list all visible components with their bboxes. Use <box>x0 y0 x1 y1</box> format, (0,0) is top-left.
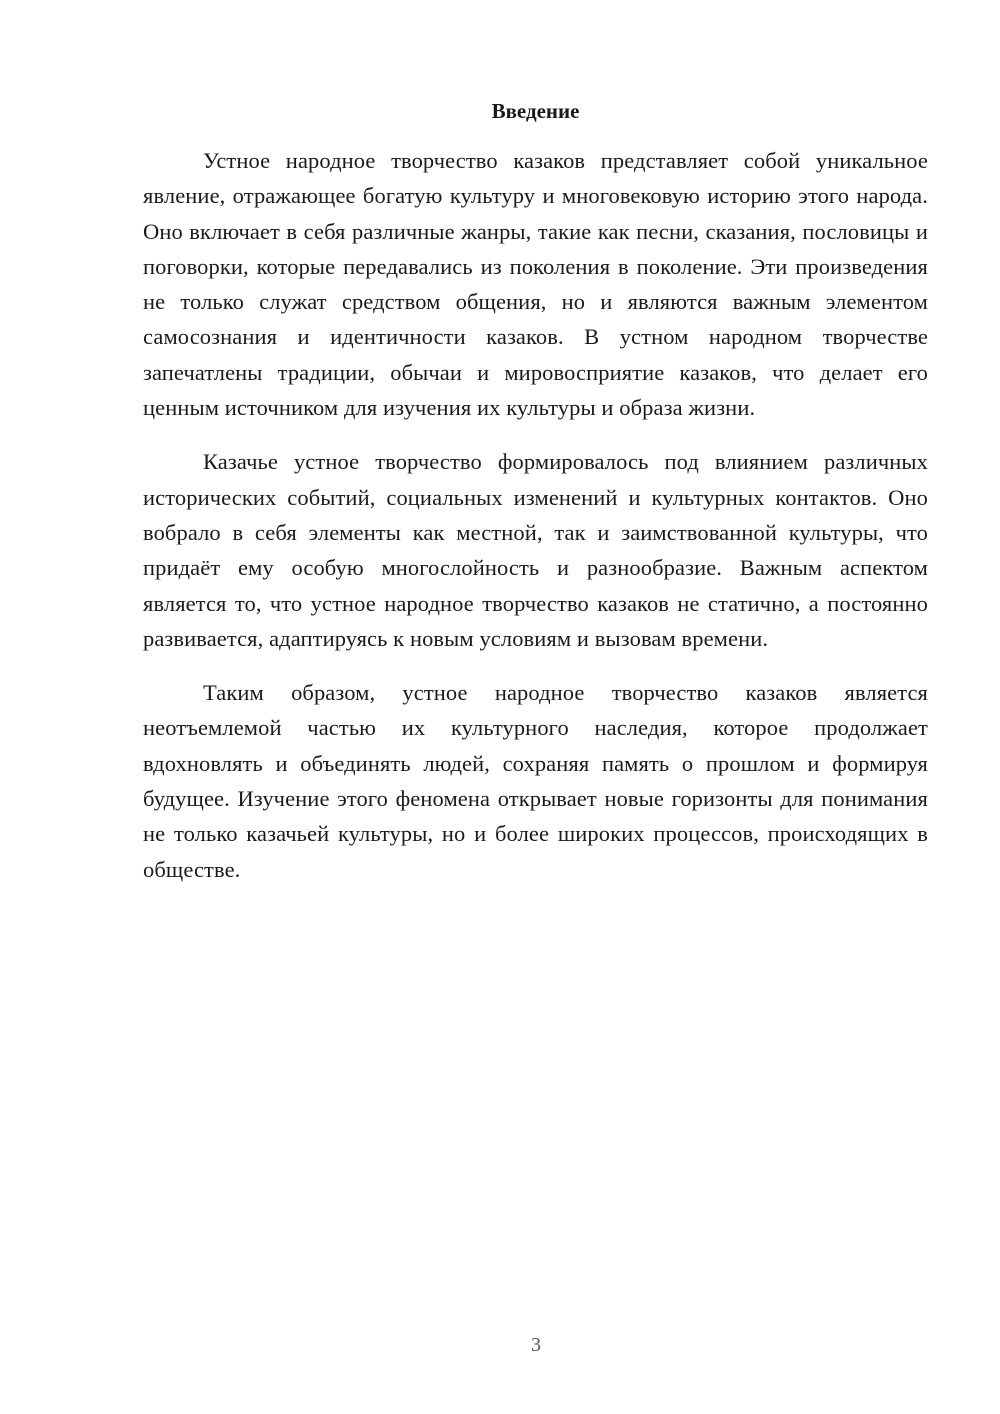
paragraph-2: Казачье устное творчество формировалось под влиянием различных исторических событий, социальных изменений и культурных контактов. Оно вобрало в себя элементы как местной, так и заимствованной культуры, что придаёт ему особую многослойность и разнообразие. Важным аспектом является то, что устное народное творчество казаков не статично, а постоянно развивается, адаптируясь к новым условиям и вызовам времени. <box>143 449 928 651</box>
page-number: 3 <box>531 1334 541 1356</box>
paragraph-3: Таким образом, устное народное творчество казаков является неотъемлемой частью их культурного наследия, которое продолжает вдохновлять и объединять людей, сохраняя память о прошлом и формируя будущее. Изучение этого феномена открывает новые горизонты для понимания не только казачьей культуры, но и более широких процессов, происходящих в обществе. <box>143 680 928 882</box>
body-text <box>143 143 928 906</box>
section-heading: Введение <box>491 99 580 123</box>
paragraph-1: Устное народное творчество казаков представляет собой уникальное явление, отражающее богатую культуру и многовековую историю этого народа. Оно включает в себя различные жанры, такие как песни, сказания, пословицы и поговорки, которые передавались из поколения в поколение. Эти произведения не только служат средством общения, но и являются важным элементом самосознания и идентичности казаков. В устном народном творчестве запечатлены традиции, обычаи и мировосприятие казаков, что делает его ценным источником для изучения их культуры и образа жизни. <box>143 148 928 421</box>
